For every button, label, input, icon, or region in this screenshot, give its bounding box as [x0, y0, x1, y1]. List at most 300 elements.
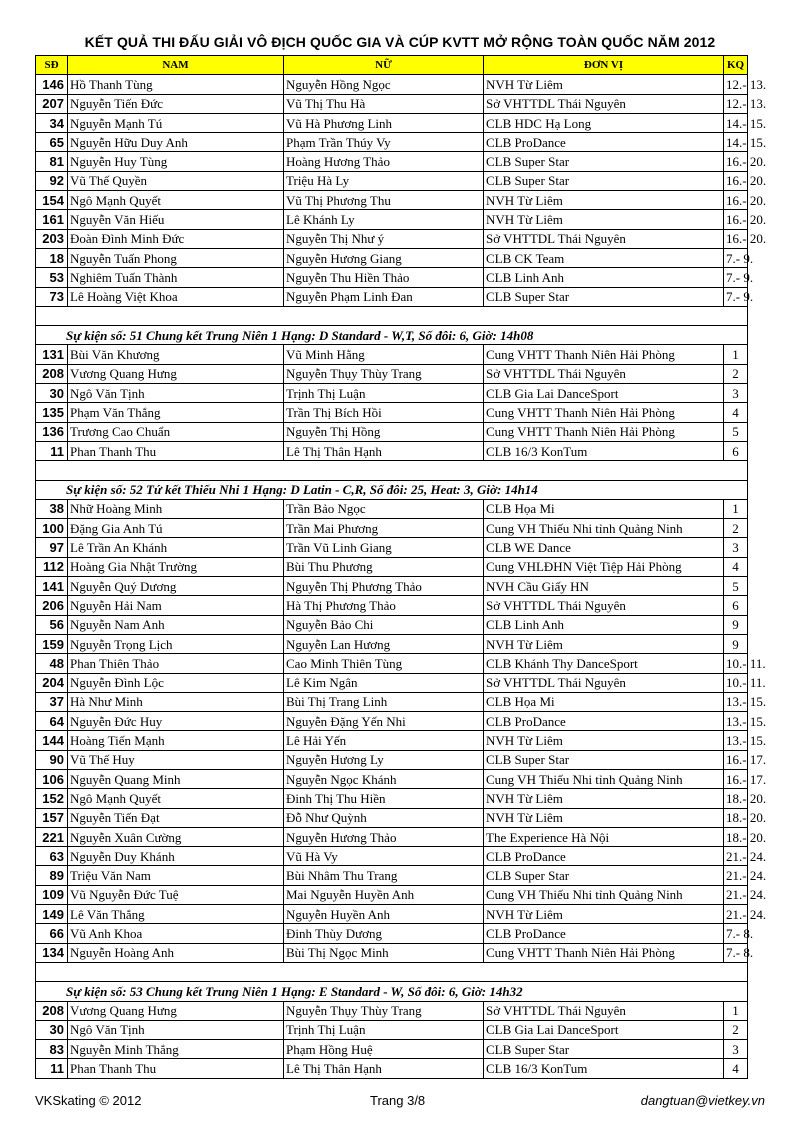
cell-sd: 30: [36, 384, 68, 403]
cell-nu: Bùi Nhâm Thu Trang: [284, 866, 484, 885]
header-row: [36, 56, 748, 75]
cell-nu: Bùi Thị Trang Linh: [284, 692, 484, 711]
cell-nu: Hoàng Hương Thảo: [284, 152, 484, 171]
table-row: [36, 287, 748, 306]
table-row: [36, 577, 748, 596]
cell-donvi: Cung VH Thiếu Nhi tỉnh Quảng Ninh: [484, 885, 724, 904]
cell-donvi: The Experience Hà Nội: [484, 827, 724, 846]
cell-sd: 81: [36, 152, 68, 171]
cell-nu: Nguyễn Hồng Ngọc: [284, 75, 484, 94]
cell-nam: Hoàng Gia Nhật Trường: [68, 557, 284, 576]
cell-sd: 203: [36, 229, 68, 248]
cell-donvi: Cung VHTT Thanh Niên Hải Phòng: [484, 422, 724, 441]
cell-sd: 65: [36, 133, 68, 152]
table-row: [36, 827, 748, 846]
event-title: Sự kiện số: 52 Tứ kết Thiếu Nhi 1 Hạng: D Latin - C,R, Số đôi: 25, Heat: 3, Giờ: 14h14: [36, 480, 748, 499]
cell-sd: 48: [36, 654, 68, 673]
table-row: [36, 1001, 748, 1020]
cell-donvi: NVH Từ Liêm: [484, 808, 724, 827]
cell-sd: 100: [36, 519, 68, 538]
cell-kq: 1: [724, 499, 748, 518]
table-row: [36, 268, 748, 287]
cell-kq: 21.- 24.: [724, 866, 748, 885]
table-row: [36, 152, 748, 171]
table-row: [36, 943, 748, 962]
cell-nu: Phạm Trần Thúy Vy: [284, 133, 484, 152]
cell-nu: Mai Nguyễn Huyền Anh: [284, 885, 484, 904]
cell-donvi: Cung VHTT Thanh Niên Hải Phòng: [484, 403, 724, 422]
cell-donvi: CLB ProDance: [484, 847, 724, 866]
event-row: [36, 480, 748, 499]
cell-donvi: CLB 16/3 KonTum: [484, 441, 724, 460]
cell-donvi: Sở VHTTDL Thái Nguyên: [484, 673, 724, 692]
cell-donvi: CLB Linh Anh: [484, 268, 724, 287]
cell-kq: 21.- 24.: [724, 885, 748, 904]
cell-nu: Lê Thị Thân Hạnh: [284, 1059, 484, 1078]
cell-nam: Ngô Mạnh Quyết: [68, 191, 284, 210]
table-row: [36, 345, 748, 364]
cell-kq: 13.- 15.: [724, 692, 748, 711]
cell-sd: 204: [36, 673, 68, 692]
cell-kq: 4: [724, 557, 748, 576]
cell-sd: 208: [36, 364, 68, 383]
table-row: [36, 75, 748, 94]
cell-donvi: CLB Super Star: [484, 1040, 724, 1059]
cell-donvi: CLB ProDance: [484, 924, 724, 943]
cell-nam: Nguyễn Hải Nam: [68, 596, 284, 615]
cell-donvi: Cung VHTT Thanh Niên Hải Phòng: [484, 943, 724, 962]
cell-sd: 56: [36, 615, 68, 634]
cell-nu: Trịnh Thị Luận: [284, 384, 484, 403]
cell-nam: Bùi Văn Khương: [68, 345, 284, 364]
cell-kq: 14.- 15.: [724, 133, 748, 152]
table-row: [36, 692, 748, 711]
cell-nu: Trần Thị Bích Hồi: [284, 403, 484, 422]
cell-sd: 66: [36, 924, 68, 943]
cell-nu: Vũ Hà Vy: [284, 847, 484, 866]
table-row: [36, 191, 748, 210]
cell-sd: 154: [36, 191, 68, 210]
cell-nam: Hoàng Tiến Mạnh: [68, 731, 284, 750]
cell-sd: 135: [36, 403, 68, 422]
cell-kq: 3: [724, 384, 748, 403]
cell-donvi: Sở VHTTDL Thái Nguyên: [484, 1001, 724, 1020]
cell-nu: Nguyễn Huyền Anh: [284, 905, 484, 924]
cell-kq: 2: [724, 519, 748, 538]
spacer-cell: [36, 306, 748, 325]
cell-donvi: CLB ProDance: [484, 133, 724, 152]
cell-kq: 16.- 20.: [724, 152, 748, 171]
cell-nam: Nguyễn Đình Lộc: [68, 673, 284, 692]
cell-sd: 157: [36, 808, 68, 827]
table-row: [36, 210, 748, 229]
cell-nu: Trần Bảo Ngọc: [284, 499, 484, 518]
cell-sd: 207: [36, 94, 68, 113]
cell-kq: 7.- 9.: [724, 248, 748, 267]
cell-nu: Nguyễn Thu Hiền Thảo: [284, 268, 484, 287]
cell-nu: Nguyễn Hương Thảo: [284, 827, 484, 846]
table-row: [36, 885, 748, 904]
cell-nam: Hồ Thanh Tùng: [68, 75, 284, 94]
cell-nam: Nguyễn Đức Huy: [68, 712, 284, 731]
cell-kq: 5: [724, 577, 748, 596]
cell-kq: 16.- 20.: [724, 210, 748, 229]
cell-donvi: CLB Super Star: [484, 866, 724, 885]
cell-sd: 131: [36, 345, 68, 364]
cell-nam: Nghiêm Tuấn Thành: [68, 268, 284, 287]
cell-kq: 16.- 17.: [724, 750, 748, 769]
event-title: Sự kiện số: 53 Chung kết Trung Niên 1 Hạng: E Standard - W, Số đôi: 6, Giờ: 14h32: [36, 982, 748, 1001]
cell-nam: Vũ Thế Huy: [68, 750, 284, 769]
cell-nu: Nguyễn Ngọc Khánh: [284, 769, 484, 788]
cell-sd: 92: [36, 171, 68, 190]
table-row: [36, 654, 748, 673]
table-row: [36, 557, 748, 576]
cell-nu: Nguyễn Thụy Thùy Trang: [284, 1001, 484, 1020]
footer-page-number: Trang 3/8: [370, 1093, 426, 1108]
cell-kq: 1: [724, 1001, 748, 1020]
cell-sd: 89: [36, 866, 68, 885]
table-row: [36, 538, 748, 557]
cell-nu: Nguyễn Thị Như ý: [284, 229, 484, 248]
cell-kq: 10.- 11.: [724, 654, 748, 673]
cell-sd: 37: [36, 692, 68, 711]
spacer-row: [36, 306, 748, 325]
cell-donvi: CLB Super Star: [484, 750, 724, 769]
spacer-cell: [36, 962, 748, 981]
cell-kq: 21.- 24.: [724, 905, 748, 924]
cell-donvi: CLB Super Star: [484, 287, 724, 306]
footer-email: dangtuan@vietkey.vn: [640, 1093, 765, 1108]
cell-nu: Nguyễn Đặng Yến Nhi: [284, 712, 484, 731]
cell-sd: 63: [36, 847, 68, 866]
cell-nam: Vũ Anh Khoa: [68, 924, 284, 943]
cell-nam: Phan Thanh Thu: [68, 441, 284, 460]
cell-sd: 38: [36, 499, 68, 518]
cell-nu: Nguyễn Thị Hồng: [284, 422, 484, 441]
cell-sd: 134: [36, 943, 68, 962]
cell-nu: Nguyễn Hương Giang: [284, 248, 484, 267]
event-title: Sự kiện số: 51 Chung kết Trung Niên 1 Hạng: D Standard - W,T, Số đôi: 6, Giờ: 14h08: [36, 326, 748, 345]
cell-nam: Lê Hoàng Việt Khoa: [68, 287, 284, 306]
cell-sd: 53: [36, 268, 68, 287]
cell-donvi: CLB Super Star: [484, 171, 724, 190]
cell-nu: Trịnh Thị Luận: [284, 1020, 484, 1039]
table-row: [36, 634, 748, 653]
cell-nam: Hà Như Minh: [68, 692, 284, 711]
spacer-cell: [36, 461, 748, 480]
cell-sd: 106: [36, 769, 68, 788]
cell-kq: 5: [724, 422, 748, 441]
cell-donvi: NVH Từ Liêm: [484, 731, 724, 750]
cell-nam: Đoàn Đình Minh Đức: [68, 229, 284, 248]
cell-kq: 12.- 13.: [724, 75, 748, 94]
table-row: [36, 673, 748, 692]
cell-donvi: Cung VH Thiếu Nhi tỉnh Quảng Ninh: [484, 519, 724, 538]
table-row: [36, 441, 748, 460]
cell-nam: Phạm Văn Thắng: [68, 403, 284, 422]
cell-nu: Vũ Thị Phương Thu: [284, 191, 484, 210]
cell-nam: Nguyễn Quang Minh: [68, 769, 284, 788]
cell-kq: 3: [724, 1040, 748, 1059]
cell-nu: Lê Kim Ngân: [284, 673, 484, 692]
cell-sd: 83: [36, 1040, 68, 1059]
cell-sd: 161: [36, 210, 68, 229]
table-row: [36, 499, 748, 518]
table-row: [36, 133, 748, 152]
cell-sd: 221: [36, 827, 68, 846]
cell-nu: Nguyễn Bảo Chi: [284, 615, 484, 634]
cell-nu: Lê Thị Thân Hạnh: [284, 441, 484, 460]
cell-nu: Đinh Thị Thu Hiền: [284, 789, 484, 808]
cell-donvi: NVH Cầu Giấy HN: [484, 577, 724, 596]
cell-nam: Vương Quang Hưng: [68, 1001, 284, 1020]
cell-sd: 11: [36, 1059, 68, 1078]
cell-donvi: Cung VHLĐHN Việt Tiệp Hải Phòng: [484, 557, 724, 576]
cell-kq: 9: [724, 615, 748, 634]
header-nam: NAM: [68, 56, 284, 75]
cell-kq: 13.- 15.: [724, 731, 748, 750]
cell-nam: Nguyễn Tiến Đạt: [68, 808, 284, 827]
cell-donvi: CLB HDC Hạ Long: [484, 113, 724, 132]
cell-nu: Trần Mai Phương: [284, 519, 484, 538]
table-row: [36, 596, 748, 615]
table-row: [36, 808, 748, 827]
cell-nu: Lê Khánh Ly: [284, 210, 484, 229]
cell-nam: Triệu Văn Nam: [68, 866, 284, 885]
cell-kq: 1: [724, 345, 748, 364]
cell-sd: 34: [36, 113, 68, 132]
cell-donvi: Sở VHTTDL Thái Nguyên: [484, 94, 724, 113]
cell-donvi: CLB Gia Lai DanceSport: [484, 384, 724, 403]
cell-kq: 18.- 20.: [724, 789, 748, 808]
cell-nam: Ngô Văn Tịnh: [68, 1020, 284, 1039]
cell-nu: Triệu Hà Ly: [284, 171, 484, 190]
cell-sd: 144: [36, 731, 68, 750]
cell-sd: 146: [36, 75, 68, 94]
event-row: [36, 982, 748, 1001]
spacer-row: [36, 461, 748, 480]
cell-nu: Đinh Thùy Dương: [284, 924, 484, 943]
cell-nam: Lê Văn Thắng: [68, 905, 284, 924]
cell-donvi: NVH Từ Liêm: [484, 191, 724, 210]
cell-kq: 10.- 11.: [724, 673, 748, 692]
cell-nam: Nguyễn Văn Hiếu: [68, 210, 284, 229]
cell-donvi: CLB 16/3 KonTum: [484, 1059, 724, 1078]
page-title: KẾT QUẢ THI ĐẤU GIẢI VÔ ĐỊCH QUỐC GIA VÀ CÚP KVTT MỞ RỘNG TOÀN QUỐC NĂM 2012: [84, 34, 716, 50]
cell-kq: 18.- 20.: [724, 808, 748, 827]
cell-donvi: CLB Họa Mi: [484, 692, 724, 711]
cell-sd: 112: [36, 557, 68, 576]
cell-nu: Nguyễn Hương Ly: [284, 750, 484, 769]
cell-nu: Phạm Hồng Huệ: [284, 1040, 484, 1059]
table-row: [36, 615, 748, 634]
cell-kq: 18.- 20.: [724, 827, 748, 846]
cell-nu: Đỗ Như Quỳnh: [284, 808, 484, 827]
table-row: [36, 171, 748, 190]
event-row: [36, 326, 748, 345]
cell-nam: Nhữ Hoàng Minh: [68, 499, 284, 518]
table-row: [36, 905, 748, 924]
cell-sd: 208: [36, 1001, 68, 1020]
table-row: [36, 1020, 748, 1039]
cell-nam: Vương Quang Hưng: [68, 364, 284, 383]
cell-kq: 3: [724, 538, 748, 557]
table-row: [36, 1040, 748, 1059]
table-row: [36, 422, 748, 441]
cell-nam: Lê Trần An Khánh: [68, 538, 284, 557]
cell-nu: Hà Thị Phương Thảo: [284, 596, 484, 615]
cell-nu: Nguyễn Thị Phương Thảo: [284, 577, 484, 596]
table-row: [36, 866, 748, 885]
cell-nam: Nguyễn Trọng Lịch: [68, 634, 284, 653]
cell-donvi: CLB ProDance: [484, 712, 724, 731]
results-body: [36, 75, 767, 1078]
cell-nu: Lê Hải Yến: [284, 731, 484, 750]
cell-nam: Nguyễn Quý Dương: [68, 577, 284, 596]
cell-donvi: CLB CK Team: [484, 248, 724, 267]
results-sheet: [35, 55, 767, 1079]
table-row: [36, 248, 748, 267]
cell-kq: 7.- 9.: [724, 268, 748, 287]
cell-sd: 159: [36, 634, 68, 653]
cell-donvi: NVH Từ Liêm: [484, 210, 724, 229]
cell-nam: Nguyễn Tiến Đức: [68, 94, 284, 113]
cell-kq: 7.- 8.: [724, 924, 748, 943]
cell-nam: Vũ Thế Quyền: [68, 171, 284, 190]
cell-donvi: CLB Khánh Thy DanceSport: [484, 654, 724, 673]
cell-nu: Nguyễn Thụy Thùy Trang: [284, 364, 484, 383]
cell-donvi: Cung VHTT Thanh Niên Hải Phòng: [484, 345, 724, 364]
cell-nam: Nguyễn Hữu Duy Anh: [68, 133, 284, 152]
table-row: [36, 1059, 748, 1078]
cell-nu: Bùi Thị Ngọc Minh: [284, 943, 484, 962]
cell-nam: Nguyễn Xuân Cường: [68, 827, 284, 846]
cell-sd: 64: [36, 712, 68, 731]
cell-kq: 14.- 15.: [724, 113, 748, 132]
cell-sd: 141: [36, 577, 68, 596]
cell-sd: 149: [36, 905, 68, 924]
cell-donvi: Cung VH Thiếu Nhi tỉnh Quảng Ninh: [484, 769, 724, 788]
cell-sd: 206: [36, 596, 68, 615]
cell-sd: 73: [36, 287, 68, 306]
table-row: [36, 364, 748, 383]
header-kq: KQ: [724, 56, 748, 75]
cell-donvi: CLB Họa Mi: [484, 499, 724, 518]
cell-nam: Đặng Gia Anh Tú: [68, 519, 284, 538]
header-donvi: ĐƠN VỊ: [484, 56, 724, 75]
cell-sd: 109: [36, 885, 68, 904]
cell-kq: 7.- 9.: [724, 287, 748, 306]
cell-kq: 4: [724, 403, 748, 422]
cell-nu: Nguyễn Lan Hương: [284, 634, 484, 653]
cell-nam: Nguyễn Hoàng Anh: [68, 943, 284, 962]
table-row: [36, 113, 748, 132]
cell-sd: 90: [36, 750, 68, 769]
cell-kq: 2: [724, 1020, 748, 1039]
cell-donvi: NVH Từ Liêm: [484, 634, 724, 653]
cell-kq: 2: [724, 364, 748, 383]
cell-nu: Vũ Thị Thu Hà: [284, 94, 484, 113]
table-row: [36, 924, 748, 943]
cell-nam: Nguyễn Nam Anh: [68, 615, 284, 634]
cell-nam: Ngô Văn Tịnh: [68, 384, 284, 403]
cell-kq: 6: [724, 596, 748, 615]
table-row: [36, 789, 748, 808]
cell-donvi: Sở VHTTDL Thái Nguyên: [484, 364, 724, 383]
cell-kq: 6: [724, 441, 748, 460]
cell-sd: 18: [36, 248, 68, 267]
cell-kq: 4: [724, 1059, 748, 1078]
cell-nam: Vũ Nguyễn Đức Tuệ: [68, 885, 284, 904]
cell-nu: Cao Minh Thiên Tùng: [284, 654, 484, 673]
table-row: [36, 847, 748, 866]
cell-kq: 16.- 20.: [724, 229, 748, 248]
cell-kq: 16.- 20.: [724, 171, 748, 190]
cell-donvi: Sở VHTTDL Thái Nguyên: [484, 229, 724, 248]
cell-kq: 7.- 8.: [724, 943, 748, 962]
spacer-row: [36, 962, 748, 981]
footer-copyright: VKSkating © 2012: [35, 1093, 142, 1108]
cell-nam: Nguyễn Tuấn Phong: [68, 248, 284, 267]
cell-nu: Vũ Minh Hằng: [284, 345, 484, 364]
table-row: [36, 712, 748, 731]
cell-kq: 9: [724, 634, 748, 653]
cell-nu: Trần Vũ Linh Giang: [284, 538, 484, 557]
table-row: [36, 519, 748, 538]
cell-sd: 136: [36, 422, 68, 441]
results-table: [35, 55, 767, 1079]
cell-donvi: NVH Từ Liêm: [484, 75, 724, 94]
table-row: [36, 384, 748, 403]
cell-nam: Nguyễn Minh Thắng: [68, 1040, 284, 1059]
cell-nam: Nguyễn Duy Khánh: [68, 847, 284, 866]
cell-kq: 13.- 15.: [724, 712, 748, 731]
table-row: [36, 750, 748, 769]
cell-kq: 16.- 20.: [724, 191, 748, 210]
cell-donvi: CLB Gia Lai DanceSport: [484, 1020, 724, 1039]
table-row: [36, 229, 748, 248]
cell-kq: 16.- 17.: [724, 769, 748, 788]
cell-nu: Nguyễn Phạm Linh Đan: [284, 287, 484, 306]
cell-sd: 97: [36, 538, 68, 557]
cell-donvi: Sở VHTTDL Thái Nguyên: [484, 596, 724, 615]
cell-nam: Ngô Mạnh Quyết: [68, 789, 284, 808]
cell-nu: Bùi Thu Phương: [284, 557, 484, 576]
cell-donvi: CLB Linh Anh: [484, 615, 724, 634]
header-nu: NỮ: [284, 56, 484, 75]
cell-nam: Trương Cao Chuẩn: [68, 422, 284, 441]
table-row: [36, 403, 748, 422]
table-row: [36, 94, 748, 113]
table-row: [36, 731, 748, 750]
cell-donvi: NVH Từ Liêm: [484, 905, 724, 924]
cell-donvi: CLB Super Star: [484, 152, 724, 171]
cell-donvi: NVH Từ Liêm: [484, 789, 724, 808]
cell-nam: Nguyễn Huy Tùng: [68, 152, 284, 171]
cell-kq: 12.- 13.: [724, 94, 748, 113]
cell-sd: 152: [36, 789, 68, 808]
cell-nam: Phan Thanh Thu: [68, 1059, 284, 1078]
cell-nam: Phan Thiên Thảo: [68, 654, 284, 673]
cell-nu: Vũ Hà Phương Linh: [284, 113, 484, 132]
cell-sd: 11: [36, 441, 68, 460]
cell-donvi: CLB WE Dance: [484, 538, 724, 557]
header-sd: SĐ: [36, 56, 68, 75]
cell-nam: Nguyễn Mạnh Tú: [68, 113, 284, 132]
cell-kq: 21.- 24.: [724, 847, 748, 866]
cell-sd: 30: [36, 1020, 68, 1039]
